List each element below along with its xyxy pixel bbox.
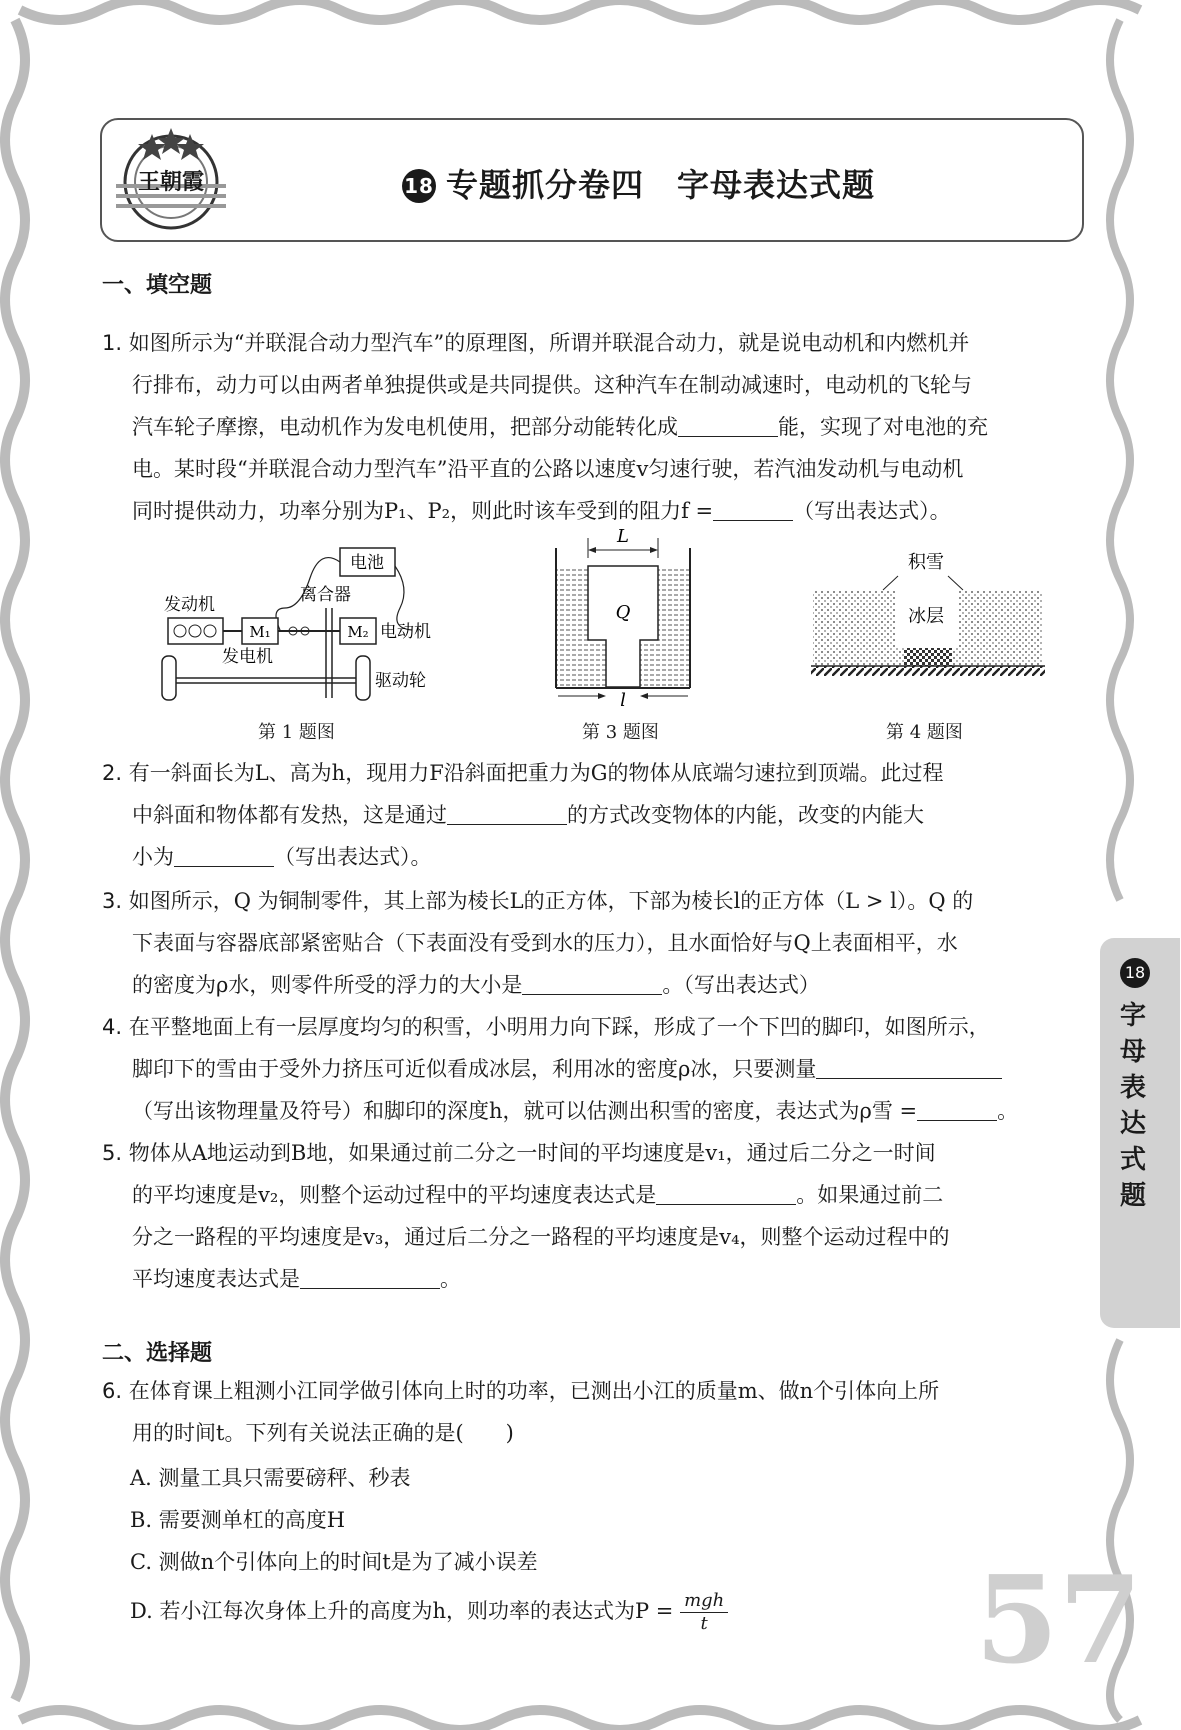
header <box>100 118 1084 242</box>
q5-line3: 分之一路程的平均速度是v₃，通过后二分之一路程的平均速度是v₄，则整个运动过程中的 <box>132 1225 950 1249</box>
fig1-battery-label: 电池 <box>350 553 384 573</box>
q5-line2b: 。如果通过前二 <box>796 1183 944 1207</box>
q6-option-b[interactable]: B. 需要测单杠的高度H <box>130 1508 346 1532</box>
q5-line1: 物体从A地运动到B地，如果通过前二分之一时间的平均速度是v₁，通过后二分之一时间 <box>128 1141 936 1165</box>
q1-line5a: 同时提供动力，功率分别为P₁、P₂，则此时该车受到的阻力f = <box>132 499 714 523</box>
q4-blank-2[interactable] <box>917 1099 997 1121</box>
q4-number: 4. <box>102 1015 123 1039</box>
figure-3-container <box>548 528 698 708</box>
question-6 <box>102 1370 1080 1454</box>
fig1-m1-label: M₁ <box>249 623 271 641</box>
fig1-generator-label: 发电机 <box>222 647 273 667</box>
q4-line3b: 。 <box>997 1099 1019 1123</box>
fig4-ice-label: 冰层 <box>908 606 944 627</box>
q3-number: 3. <box>102 889 123 913</box>
q3-line2: 下表面与容器底部紧密贴合（下表面没有受到水的压力），且水面恰好与Q上表面相平，水 <box>132 931 958 955</box>
q4-blank-1[interactable] <box>816 1057 1002 1079</box>
q6-number: 6. <box>102 1379 123 1403</box>
fig1-wheel-label: 驱动轮 <box>375 671 426 691</box>
q4-line3a: （写出该物理量及符号）和脚印的深度h，就可以估测出积雪的密度，表达式为ρ雪 = <box>132 1099 918 1123</box>
fig4-caption: 第 4 题图 <box>886 722 963 743</box>
q1-blank-2[interactable] <box>713 499 793 521</box>
q5-line4a: 平均速度表达式是 <box>132 1267 300 1291</box>
q4-line1: 在平整地面上有一层厚度均匀的积雪，小明用力向下踩，形成了一个下凹的脚印，如图所示， <box>128 1015 990 1039</box>
title-text: 专题抓分卷四 字母表达式题 <box>446 166 876 204</box>
fig1-caption: 第 1 题图 <box>258 722 335 743</box>
q5-number: 5. <box>102 1141 123 1165</box>
side-tab-number: 18 <box>1120 958 1150 988</box>
q1-number: 1. <box>102 331 123 355</box>
q2-line3a: 小为 <box>132 845 174 869</box>
fig3-caption: 第 3 题图 <box>582 722 659 743</box>
q1-line5b: （写出表达式）。 <box>793 499 951 523</box>
q6-option-d-fraction <box>680 1590 728 1635</box>
q2-line1: 有一斜面长为L、高为h，现用力F沿斜面把重力为G的物体从底端匀速拉到顶端。此过程 <box>128 761 944 785</box>
q5-blank-2[interactable] <box>300 1267 440 1289</box>
q6-line1: 在体育课上粗测小江同学做引体向上时的功率，已测出小江的质量m、做n个引体向上所 <box>128 1379 940 1403</box>
figure-1-hybrid-car <box>160 538 490 708</box>
q3-line1: 如图所示，Q 为铜制零件，其上部为棱长L的正方体，下部为棱长l的正方体（L > l）。Q 的 <box>128 889 974 913</box>
page-title <box>402 160 875 206</box>
q1-blank-1[interactable] <box>678 415 778 437</box>
fig3-Q-label: Q <box>615 602 631 623</box>
question-5 <box>102 1132 1080 1300</box>
q5-line4b: 。 <box>440 1267 461 1291</box>
q6-line2: 用的时间t。下列有关说法正确的是( ) <box>132 1421 514 1445</box>
q1-line2: 行排布，动力可以由两者单独提供或是共同提供。这种汽车在制动减速时，电动机的飞轮与 <box>132 373 972 397</box>
q2-blank-2[interactable] <box>174 845 274 867</box>
side-tab <box>1100 938 1180 1328</box>
q3-blank-1[interactable] <box>522 973 662 995</box>
question-4 <box>102 1006 1080 1132</box>
section-fill-heading: 一、填空题 <box>102 273 213 298</box>
fig1-m2-label: M₂ <box>347 623 369 641</box>
q6-option-d[interactable] <box>130 1590 728 1635</box>
fig1-engine-label: 发动机 <box>164 595 215 615</box>
fig1-motor-label: 电动机 <box>380 622 431 642</box>
question-3 <box>102 880 1080 1006</box>
q2-line2b: 的方式改变物体的内能，改变的内能大 <box>567 803 924 827</box>
q3-line3b: 。（写出表达式） <box>662 973 820 997</box>
side-tab-text: 字母表达式题 <box>1120 1001 1147 1211</box>
question-2 <box>102 752 1080 878</box>
q1-line3b: 能，实现了对电池的充 <box>778 415 988 439</box>
q1-line1: 如图所示为“并联混合动力型汽车”的原理图，所谓并联混合动力，就是说电动机和内燃机并 <box>128 331 970 355</box>
q1-line4: 电。某时段“并联混合动力型汽车”沿平直的公路以速度v匀速行驶，若汽油发动机与电动机 <box>132 457 964 481</box>
fig1-clutch-label: 离合器 <box>300 585 351 605</box>
q6-option-a[interactable]: A. 测量工具只需要磅秤、秒表 <box>130 1466 411 1490</box>
fig3-L-label: L <box>617 528 629 547</box>
q2-line2a: 中斜面和物体都有发热，这是通过 <box>132 803 447 827</box>
figure-4-snow-footprint <box>808 548 1058 688</box>
question-1 <box>102 322 1080 532</box>
q5-blank-1[interactable] <box>656 1183 796 1205</box>
topic-number-badge: 18 <box>402 169 436 203</box>
q6-option-c[interactable]: C. 测做n个引体向上的时间t是为了减小误差 <box>130 1550 538 1574</box>
q4-line2a: 脚印下的雪由于受外力挤压可近似看成冰层，利用冰的密度ρ冰，只要测量 <box>132 1057 817 1081</box>
fig4-snow-label: 积雪 <box>908 552 944 573</box>
fig3-l-label: l <box>620 690 626 708</box>
fraction-denominator: t <box>700 1613 708 1634</box>
q2-line3b: （写出表达式）。 <box>274 845 432 869</box>
page-number: 57 <box>975 1550 1142 1691</box>
fraction-numerator: mgh <box>680 1590 728 1613</box>
q3-line3a: 的密度为ρ水，则零件所受的浮力的大小是 <box>132 973 523 997</box>
publisher-logo <box>112 126 230 232</box>
q5-line2a: 的平均速度是v₂，则整个运动过程中的平均速度表达式是 <box>132 1183 657 1207</box>
q1-line3a: 汽车轮子摩擦，电动机作为发电机使用，把部分动能转化成 <box>132 415 678 439</box>
logo-text: 王朝霞 <box>137 170 205 195</box>
q2-number: 2. <box>102 761 123 785</box>
section-choice-heading: 二、选择题 <box>102 1341 213 1366</box>
q6-option-d-text: D. 若小江每次身体上升的高度为h，则功率的表达式为P = <box>130 1599 674 1623</box>
q2-blank-1[interactable] <box>447 803 567 825</box>
